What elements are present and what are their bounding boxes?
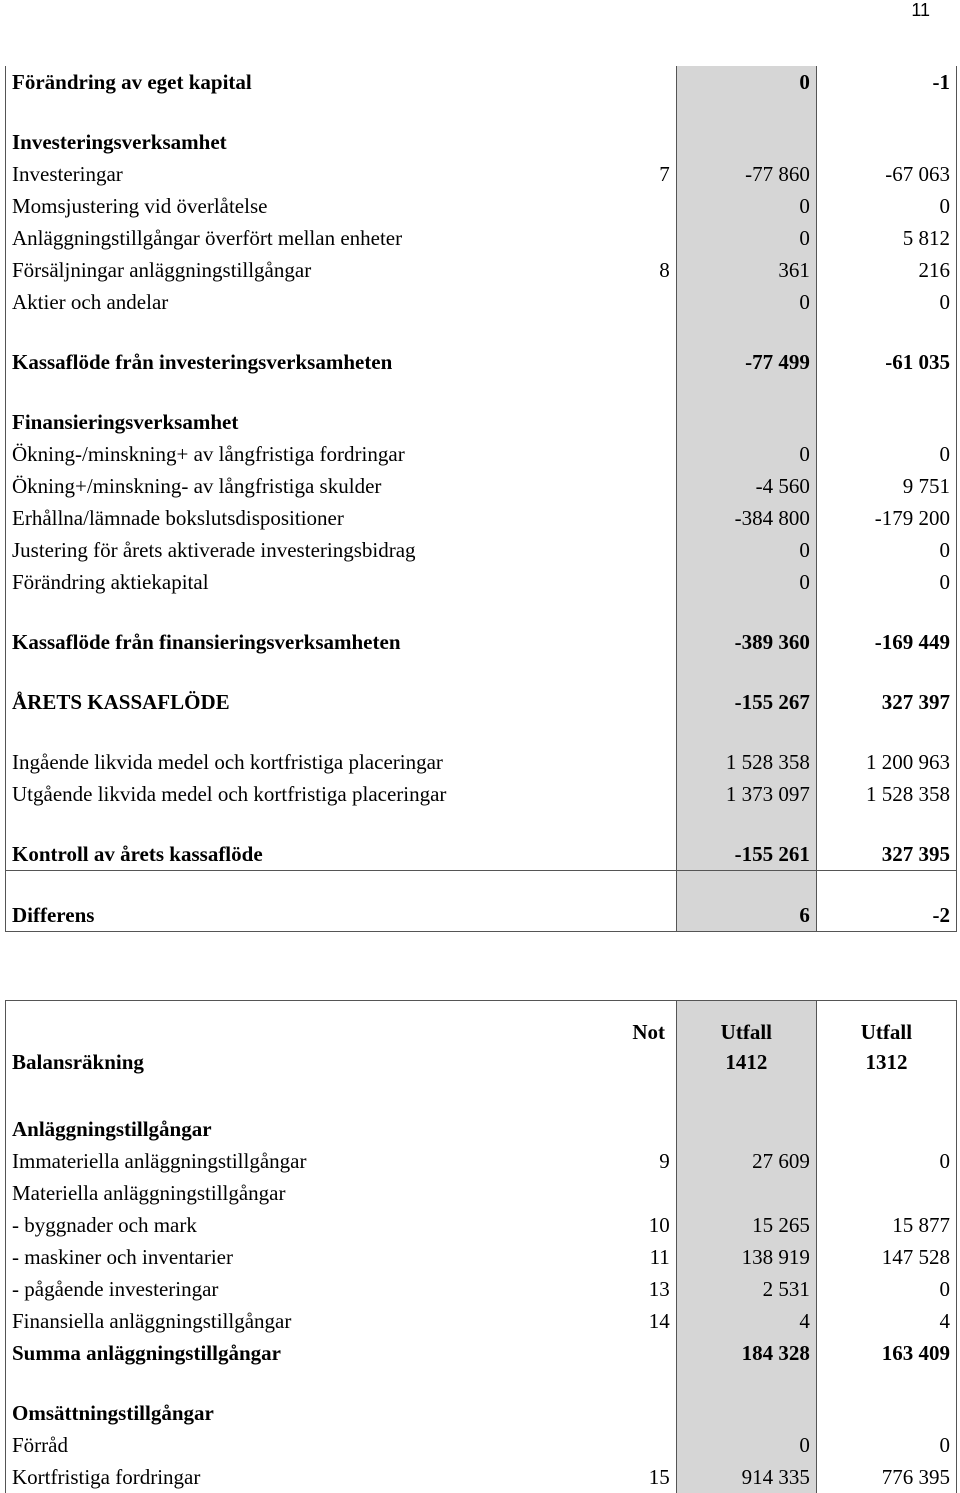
spacer-row — [6, 378, 957, 406]
row-label: Aktier och andelar — [6, 286, 622, 318]
spacer-cell — [622, 718, 677, 746]
previous-period-value — [816, 126, 956, 158]
table-row — [6, 254, 957, 286]
note-cell — [622, 838, 677, 871]
spacer-cell — [622, 810, 677, 838]
previous-period-value: 0 — [816, 1273, 956, 1305]
previous-period-value: 0 — [816, 566, 956, 598]
spacer-row — [6, 1085, 957, 1113]
balance-sheet-header-row — [6, 1001, 957, 1086]
row-label: - pågående investeringar — [6, 1273, 622, 1305]
current-period-value: 184 328 — [676, 1337, 816, 1369]
current-period-value — [676, 126, 816, 158]
spacer-cell — [676, 378, 816, 406]
row-label: - byggnader och mark — [6, 1209, 622, 1241]
previous-period-value: 327 395 — [816, 838, 956, 871]
note-cell: 10 — [622, 1209, 677, 1241]
row-label: Finansieringsverksamhet — [6, 406, 622, 438]
previous-period-value: 0 — [816, 286, 956, 318]
current-period-value: 15 265 — [676, 1209, 816, 1241]
current-period-value: 27 609 — [676, 1145, 816, 1177]
previous-header-line1: Utfall — [823, 1017, 950, 1047]
current-header-line2: 1412 — [683, 1047, 810, 1077]
note-cell: 8 — [622, 254, 677, 286]
row-label: Kassaflöde från finansieringsverksamheten — [6, 626, 622, 658]
row-label: Omsättningstillgångar — [6, 1397, 622, 1429]
current-period-value: -155 267 — [676, 686, 816, 718]
table-row — [6, 1113, 957, 1145]
previous-period-value: 0 — [816, 534, 956, 566]
previous-period-value: -169 449 — [816, 626, 956, 658]
note-cell — [622, 1429, 677, 1461]
previous-period-value: 0 — [816, 190, 956, 222]
note-cell — [622, 470, 677, 502]
spacer-cell — [816, 98, 956, 126]
note-cell — [622, 346, 677, 378]
row-label: Summa anläggningstillgångar — [6, 1337, 622, 1369]
spacer-cell — [676, 718, 816, 746]
note-cell — [622, 626, 677, 658]
spacer-cell — [676, 598, 816, 626]
table-row — [6, 778, 957, 810]
spacer-cell — [676, 1085, 816, 1113]
note-cell — [622, 438, 677, 470]
current-period-value: 0 — [676, 534, 816, 566]
note-cell — [622, 534, 677, 566]
current-period-value: 361 — [676, 254, 816, 286]
table-row — [6, 502, 957, 534]
spacer-cell — [816, 871, 956, 900]
previous-period-value: 1 200 963 — [816, 746, 956, 778]
note-header-spacer — [628, 1047, 670, 1077]
note-cell — [622, 778, 677, 810]
current-period-value — [676, 1177, 816, 1209]
row-label: ÅRETS KASSAFLÖDE — [6, 686, 622, 718]
previous-period-value: 0 — [816, 1429, 956, 1461]
current-period-value: 1 373 097 — [676, 778, 816, 810]
current-period-value: 0 — [676, 190, 816, 222]
balance-sheet-title: Balansräkning — [6, 1001, 622, 1086]
table-row — [6, 1145, 957, 1177]
row-label: Justering för årets aktiverade investeringsbidrag — [6, 534, 622, 566]
spacer-cell — [622, 871, 677, 900]
spacer-cell — [622, 1085, 677, 1113]
note-cell — [622, 899, 677, 932]
row-label: Ökning+/minskning- av långfristiga skulder — [6, 470, 622, 502]
spacer-cell — [6, 718, 622, 746]
spacer-cell — [816, 1085, 956, 1113]
previous-period-value — [816, 1397, 956, 1429]
previous-period-value: 147 528 — [816, 1241, 956, 1273]
table-row — [6, 1337, 957, 1369]
spacer-row — [6, 1369, 957, 1397]
note-cell: 11 — [622, 1241, 677, 1273]
table-row — [6, 1209, 957, 1241]
spacer-row — [6, 871, 957, 900]
row-label: Erhållna/lämnade bokslutsdispositioner — [6, 502, 622, 534]
table-row — [6, 438, 957, 470]
spacer-cell — [676, 658, 816, 686]
note-cell: 7 — [622, 158, 677, 190]
spacer-cell — [6, 98, 622, 126]
current-period-value: 1 528 358 — [676, 746, 816, 778]
row-label: Anläggningstillgångar överfört mellan enheter — [6, 222, 622, 254]
current-period-value: 0 — [676, 286, 816, 318]
row-label: Utgående likvida medel och kortfristiga placeringar — [6, 778, 622, 810]
spacer-cell — [6, 318, 622, 346]
spacer-cell — [6, 1085, 622, 1113]
spacer-row — [6, 810, 957, 838]
spacer-cell — [622, 98, 677, 126]
note-cell — [622, 1337, 677, 1369]
spacer-cell — [676, 1369, 816, 1397]
previous-period-value: 0 — [816, 438, 956, 470]
current-header-line1: Utfall — [683, 1017, 810, 1047]
table-row — [6, 66, 957, 98]
row-label: - maskiner och inventarier — [6, 1241, 622, 1273]
table-row — [6, 222, 957, 254]
note-cell — [622, 686, 677, 718]
spacer-cell — [676, 98, 816, 126]
row-label: Finansiella anläggningstillgångar — [6, 1305, 622, 1337]
spacer-cell — [6, 378, 622, 406]
current-period-value: 914 335 — [676, 1461, 816, 1493]
note-cell — [622, 746, 677, 778]
spacer-cell — [6, 1369, 622, 1397]
spacer-cell — [816, 718, 956, 746]
table-row — [6, 626, 957, 658]
table-row — [6, 746, 957, 778]
current-period-value: 4 — [676, 1305, 816, 1337]
spacer-cell — [816, 658, 956, 686]
table-row — [6, 838, 957, 871]
previous-period-value: -61 035 — [816, 346, 956, 378]
spacer-cell — [676, 318, 816, 346]
table-row — [6, 346, 957, 378]
row-label: Investeringsverksamhet — [6, 126, 622, 158]
previous-period-value: 1 528 358 — [816, 778, 956, 810]
current-period-value: 2 531 — [676, 1273, 816, 1305]
spacer-cell — [816, 598, 956, 626]
note-cell — [622, 66, 677, 98]
note-cell — [622, 222, 677, 254]
current-period-value: 0 — [676, 1429, 816, 1461]
row-label: Momsjustering vid överlåtelse — [6, 190, 622, 222]
previous-period-value: -2 — [816, 899, 956, 932]
current-period-value: 6 — [676, 899, 816, 932]
row-label: Kortfristiga fordringar — [6, 1461, 622, 1493]
spacer-cell — [6, 598, 622, 626]
note-cell — [622, 286, 677, 318]
spacer-cell — [622, 658, 677, 686]
note-cell — [622, 566, 677, 598]
note-cell — [622, 1113, 677, 1145]
previous-period-column-header — [816, 1001, 956, 1086]
table-row — [6, 406, 957, 438]
previous-period-value — [816, 406, 956, 438]
row-label: Försäljningar anläggningstillgångar — [6, 254, 622, 286]
current-period-value: 0 — [676, 438, 816, 470]
spacer-row — [6, 718, 957, 746]
spacer-cell — [622, 378, 677, 406]
previous-period-value — [816, 1177, 956, 1209]
note-cell — [622, 406, 677, 438]
table-row — [6, 1305, 957, 1337]
row-label: Materiella anläggningstillgångar — [6, 1177, 622, 1209]
note-cell: 13 — [622, 1273, 677, 1305]
row-label: Förråd — [6, 1429, 622, 1461]
current-period-value: -77 860 — [676, 158, 816, 190]
current-period-value — [676, 406, 816, 438]
spacer-row — [6, 598, 957, 626]
spacer-row — [6, 658, 957, 686]
spacer-cell — [6, 658, 622, 686]
table-row — [6, 1429, 957, 1461]
spacer-cell — [816, 810, 956, 838]
table-row — [6, 470, 957, 502]
previous-period-value: 776 395 — [816, 1461, 956, 1493]
current-period-value — [676, 1113, 816, 1145]
page-number: 11 — [911, 0, 930, 21]
previous-period-value: -67 063 — [816, 158, 956, 190]
note-cell: 15 — [622, 1461, 677, 1493]
table-row — [6, 1241, 957, 1273]
current-period-value: -155 261 — [676, 838, 816, 871]
spacer-cell — [622, 1369, 677, 1397]
spacer-row — [6, 318, 957, 346]
table-row — [6, 158, 957, 190]
table-row — [6, 190, 957, 222]
note-cell — [622, 190, 677, 222]
spacer-cell — [6, 871, 622, 900]
table-row — [6, 1461, 957, 1493]
table-row — [6, 1177, 957, 1209]
current-period-value: 0 — [676, 66, 816, 98]
row-label: Förändring av eget kapital — [6, 66, 622, 98]
row-label: Förändring aktiekapital — [6, 566, 622, 598]
spacer-cell — [676, 871, 816, 900]
note-cell — [622, 126, 677, 158]
note-column-header — [622, 1001, 677, 1086]
cashflow-table — [5, 66, 957, 932]
spacer-cell — [816, 318, 956, 346]
previous-period-value: 0 — [816, 1145, 956, 1177]
previous-period-value: 327 397 — [816, 686, 956, 718]
table-row — [6, 126, 957, 158]
note-header-label: Not — [628, 1017, 670, 1047]
current-period-column-header — [676, 1001, 816, 1086]
previous-period-value: -1 — [816, 66, 956, 98]
table-row — [6, 1397, 957, 1429]
note-cell — [622, 1177, 677, 1209]
table-row — [6, 686, 957, 718]
row-label: Ökning-/minskning+ av långfristiga fordringar — [6, 438, 622, 470]
note-cell — [622, 1397, 677, 1429]
previous-period-value: -179 200 — [816, 502, 956, 534]
current-period-value: -77 499 — [676, 346, 816, 378]
table-row — [6, 1273, 957, 1305]
spacer-cell — [676, 810, 816, 838]
row-label: Investeringar — [6, 158, 622, 190]
spacer-cell — [816, 1369, 956, 1397]
row-label: Differens — [6, 899, 622, 932]
previous-period-value: 216 — [816, 254, 956, 286]
previous-period-value: 4 — [816, 1305, 956, 1337]
previous-period-value: 163 409 — [816, 1337, 956, 1369]
row-label: Kassaflöde från investeringsverksamheten — [6, 346, 622, 378]
spacer-row — [6, 98, 957, 126]
row-label: Kontroll av årets kassaflöde — [6, 838, 622, 871]
current-period-value: -4 560 — [676, 470, 816, 502]
current-period-value: 0 — [676, 566, 816, 598]
table-row — [6, 899, 957, 932]
previous-period-value: 15 877 — [816, 1209, 956, 1241]
spacer-cell — [622, 598, 677, 626]
row-label: Ingående likvida medel och kortfristiga placeringar — [6, 746, 622, 778]
balance-sheet-body — [6, 1001, 957, 1493]
cashflow-body — [6, 66, 957, 932]
note-cell: 9 — [622, 1145, 677, 1177]
note-cell: 14 — [622, 1305, 677, 1337]
current-period-value: 138 919 — [676, 1241, 816, 1273]
previous-period-value: 9 751 — [816, 470, 956, 502]
spacer-cell — [816, 378, 956, 406]
previous-period-value — [816, 1113, 956, 1145]
previous-period-value: 5 812 — [816, 222, 956, 254]
previous-header-line2: 1312 — [823, 1047, 950, 1077]
balance-sheet-table — [5, 1000, 957, 1493]
current-period-value: 0 — [676, 222, 816, 254]
current-period-value — [676, 1397, 816, 1429]
table-row — [6, 534, 957, 566]
row-label: Immateriella anläggningstillgångar — [6, 1145, 622, 1177]
row-label: Anläggningstillgångar — [6, 1113, 622, 1145]
current-period-value: -389 360 — [676, 626, 816, 658]
table-row — [6, 566, 957, 598]
table-row — [6, 286, 957, 318]
spacer-cell — [622, 318, 677, 346]
current-period-value: -384 800 — [676, 502, 816, 534]
note-cell — [622, 502, 677, 534]
spacer-cell — [6, 810, 622, 838]
